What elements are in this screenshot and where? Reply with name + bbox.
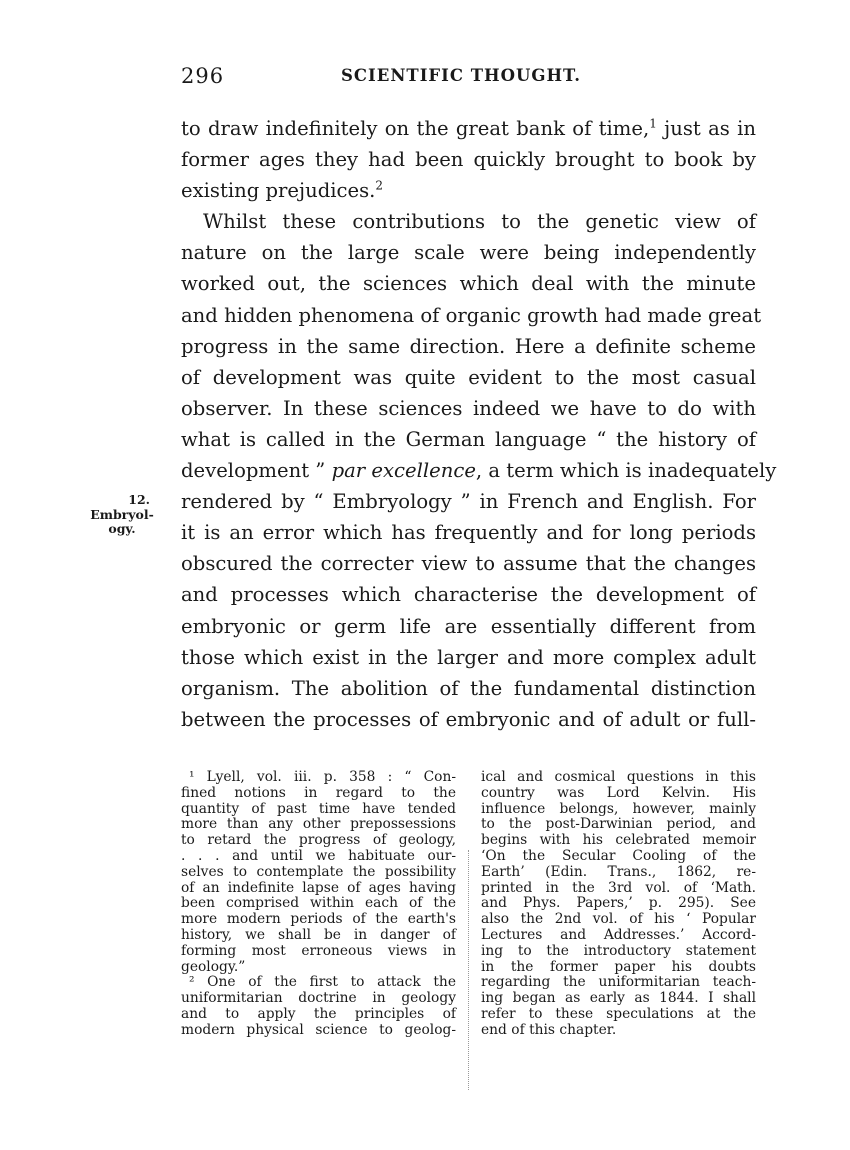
paragraph-start: Whilst these contributions to the genetic view of bbox=[203, 210, 756, 234]
text-line: and processes which characterise the development of bbox=[181, 583, 756, 607]
text-line: obscured the correcter view to assume that the changes bbox=[181, 552, 756, 576]
text-line: it is an error which has frequently and for long periods bbox=[181, 521, 756, 545]
footnote-ref-2: 2 bbox=[375, 178, 383, 193]
footnote-column-right bbox=[481, 770, 756, 1039]
footnote-line: ing began as early as 1844. I shall bbox=[481, 990, 756, 1007]
footnote-line: of an indefinite lapse of ages having bbox=[181, 879, 456, 896]
margin-note-number: 12. bbox=[128, 492, 150, 507]
footnote-line: printed in the 3rd vol. of ‘Math. bbox=[481, 879, 756, 896]
footnote-line: influence belongs, however, mainly bbox=[481, 800, 756, 817]
footnote-line: Earth’ (Edin. Trans., 1862, re- bbox=[481, 863, 756, 880]
text-line: those which exist in the larger and more complex adult bbox=[181, 645, 756, 669]
margin-note bbox=[86, 493, 158, 537]
footnote-line: and to apply the principles of bbox=[181, 1005, 456, 1022]
text-line: embryonic or germ life are essentially different from bbox=[181, 614, 756, 638]
footnote-line: fined notions in regard to the bbox=[181, 784, 456, 801]
text-line: former ages they had been quickly brought to book by bbox=[181, 148, 756, 172]
text-line: development ” par excellence, a term which is inadequately bbox=[181, 459, 777, 483]
footnote-line: geology.” bbox=[181, 958, 246, 975]
footnote-line: been comprised within each of the bbox=[181, 895, 456, 912]
footnote-line: ² One of the first to attack the bbox=[189, 974, 456, 991]
text-line: between the processes of embryonic and of adult or full- bbox=[181, 707, 756, 731]
footnote-line: ¹ Lyell, vol. iii. p. 358 : “ Con- bbox=[189, 769, 456, 785]
footnote-line: country was Lord Kelvin. His bbox=[481, 784, 756, 801]
text-line: to draw indefinitely on the great bank of time,$^1$ just as in bbox=[181, 116, 757, 140]
footnote-line: . . . and until we habituate our- bbox=[181, 847, 456, 864]
footnote-line: to the post-Darwinian period, and bbox=[481, 816, 756, 833]
footnote-line: selves to contemplate the possibility bbox=[181, 863, 456, 880]
footnote-line: to retard the progress of geology, bbox=[181, 832, 456, 849]
footnote-line: end of this chapter. bbox=[481, 1021, 617, 1038]
footnote-column-left bbox=[181, 770, 456, 1039]
footnote-line: refer to these speculations at the bbox=[481, 1005, 756, 1022]
text-line: progress in the same direction. Here a definite scheme bbox=[181, 334, 756, 358]
italic-phrase: par excellence bbox=[331, 459, 476, 483]
footnote-line: also the 2nd vol. of his ‘ Popular bbox=[481, 911, 756, 928]
footnote-line: ‘On the Secular Cooling of the bbox=[481, 847, 756, 864]
footnote-line: regarding the uniformitarian teach- bbox=[481, 974, 756, 991]
footnote-line: forming most erroneous views in bbox=[181, 942, 456, 959]
text-line: of development was quite evident to the most casual bbox=[181, 365, 756, 389]
page-number: 296 bbox=[181, 64, 225, 88]
page-header bbox=[181, 64, 756, 92]
running-title: SCIENTIFIC THOUGHT. bbox=[341, 66, 581, 85]
text-line: existing prejudices.$^2$ bbox=[181, 178, 383, 203]
footnote-ref-1: 1 bbox=[649, 116, 657, 131]
footnote-line: ing to the introductory statement bbox=[481, 942, 756, 959]
body-text bbox=[181, 113, 777, 735]
margin-note-line: Embryol- bbox=[90, 506, 154, 522]
footnote-line: in the former paper his doubts bbox=[481, 958, 756, 975]
text-line: nature on the large scale were being independently bbox=[181, 241, 756, 265]
text-line: observer. In these sciences indeed we have to do with bbox=[181, 396, 756, 420]
footnote-line: ical and cosmical questions in this bbox=[481, 769, 756, 785]
footnote-line: history, we shall be in danger of bbox=[181, 926, 456, 943]
footnote-line: more than any other prepossessions bbox=[181, 816, 456, 833]
footnote-line: more modern periods of the earth's bbox=[181, 911, 456, 928]
footnote-line: quantity of past time have tended bbox=[181, 800, 456, 817]
footnote-line: uniformitarian doctrine in geology bbox=[181, 990, 456, 1007]
footnote-line: Lectures and Addresses.’ Accord- bbox=[481, 926, 756, 943]
footnote-line: modern physical science to geolog- bbox=[181, 1021, 456, 1038]
margin-note-line: ogy. bbox=[108, 521, 136, 536]
text-line: worked out, the sciences which deal with the minute bbox=[181, 272, 756, 296]
footnote-column-divider bbox=[468, 850, 469, 1090]
text-line: what is called in the German language “ the history of bbox=[181, 427, 756, 451]
footnote-line: begins with his celebrated memoir bbox=[481, 832, 756, 849]
footnote-line: and Phys. Papers,’ p. 295). See bbox=[481, 895, 756, 912]
text-line: rendered by “ Embryology ” in French and English. For bbox=[181, 490, 756, 514]
text-line: organism. The abolition of the fundamental distinction bbox=[181, 676, 756, 700]
text-line: and hidden phenomena of organic growth had made great bbox=[181, 303, 762, 327]
